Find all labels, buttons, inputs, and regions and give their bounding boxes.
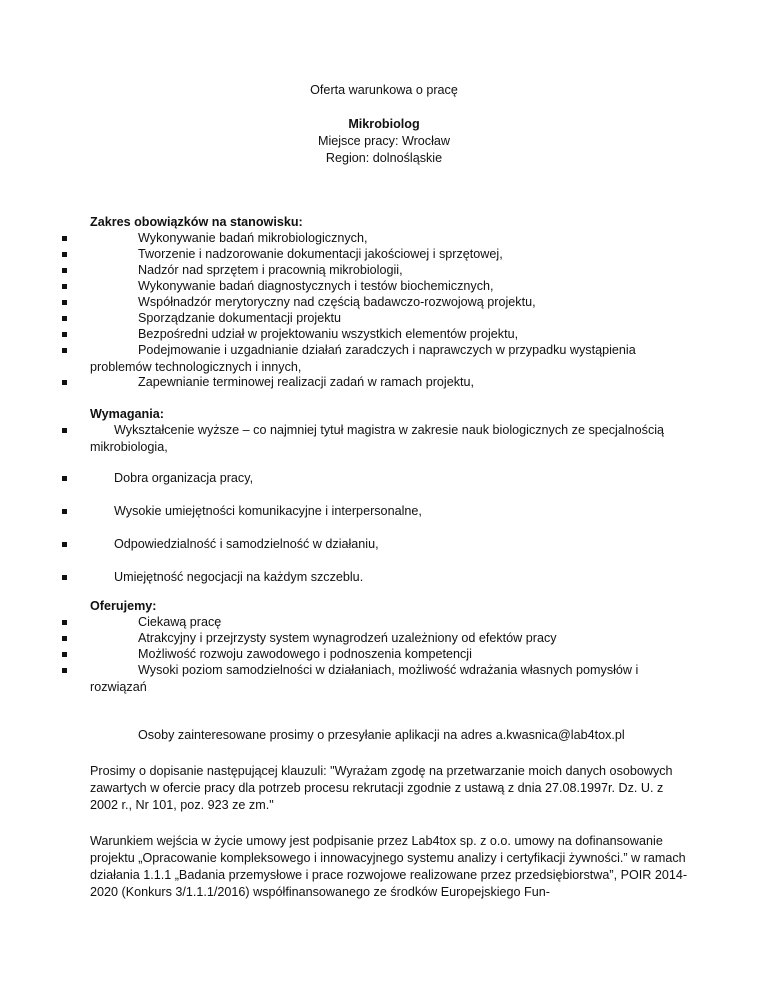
bullet-icon — [62, 252, 67, 257]
duty-item: Tworzenie i nadzorowanie dokumentacji jakościowej i sprzętowej, — [138, 247, 503, 261]
document-title: Oferta warunkowa o pracę — [310, 83, 458, 97]
requirement-item: Odpowiedzialność i samodzielność w działaniu, — [114, 537, 379, 551]
bullet-icon — [62, 509, 67, 514]
requirement-item: Dobra organizacja pracy, — [114, 471, 254, 485]
bullet-icon — [62, 668, 67, 673]
duty-item: Podejmowanie i uzgadnianie działań zaradczych i naprawczych w przypadku wystąpienia problemów technologicznych i innych, — [90, 343, 636, 374]
work-region: Region: dolnośląskie — [325, 151, 443, 165]
consent-clause: Prosimy o dopisanie następującej klauzuli: "Wyrażam zgodę na przetwarzanie moich danych osobowych zawartych w ofercie pracy dla potrzeb procesu rekrutacji zgodnie z ustawą z dnia 27.08.1997r. Dz. U. z 2002 r., Nr 101, poz. 923 ze zm." — [90, 764, 673, 812]
duty-item: Wykonywanie badań diagnostycznych i testów biochemicznych, — [138, 279, 494, 293]
duties-heading: Zakres obowiązków na stanowisku: — [90, 215, 303, 229]
duty-item: Zapewnianie terminowej realizacji zadań w ramach projektu, — [138, 375, 474, 389]
bullet-icon — [62, 620, 67, 625]
duty-item: Sporządzanie dokumentacji projektu — [138, 311, 342, 325]
work-location: Miejsce pracy: Wrocław — [317, 134, 451, 148]
bullet-icon — [62, 300, 67, 305]
offer-item: Ciekawą pracę — [138, 615, 222, 629]
bullet-icon — [62, 380, 67, 385]
duty-item: Wykonywanie badań mikrobiologicznych, — [138, 231, 368, 245]
bullet-icon — [62, 652, 67, 657]
offer-item: Atrakcyjny i przejrzysty system wynagrodzeń uzależniony od efektów pracy — [138, 631, 557, 645]
bullet-icon — [62, 428, 67, 433]
duty-item: Bezpośredni udział w projektowaniu wszystkich elementów projektu, — [138, 327, 519, 341]
requirements-heading: Wymagania: — [90, 407, 164, 421]
requirement-item: Umiejętność negocjacji na każdym szczeblu. — [114, 570, 364, 584]
contact-note: Osoby zainteresowane prosimy o przesyłanie aplikacji na adres a.kwasnica@lab4tox.pl — [138, 728, 625, 742]
bullet-icon — [62, 542, 67, 547]
duty-item: Współnadzór merytoryczny nad częścią badawczo-rozwojową projektu, — [138, 295, 536, 309]
duty-item: Nadzór nad sprzętem i pracownią mikrobiologii, — [138, 263, 403, 277]
bullet-icon — [62, 316, 67, 321]
funding-condition: Warunkiem wejścia w życie umowy jest podpisanie przez Lab4tox sp. z o.o. umowy na dofinansowanie projektu „Opracowanie kompleksowego i innowacyjnego systemu analizy i certyfikacji żywności.” w ramach działania 1.1.1 „Badania przemysłowe i prace rozwojowe realizowane przez przedsiębiorstwa”, POIR 2014-2020 (Konkurs 3/1.1.1/2016) współfinansowanego ze środków Europejskiego Fun- — [90, 834, 688, 899]
bullet-icon — [62, 332, 67, 337]
bullet-icon — [62, 284, 67, 289]
bullet-icon — [62, 236, 67, 241]
requirement-item: Wykształcenie wyższe – co najmniej tytuł magistra w zakresie nauk biologicznych ze specjalnością mikrobiologia, — [90, 423, 665, 454]
requirement-item: Wysokie umiejętności komunikacyjne i interpersonalne, — [114, 504, 422, 518]
offer-item: Wysoki poziom samodzielności w działaniach, możliwość wdrażania własnych pomysłów i rozwiązań — [90, 663, 639, 694]
bullet-icon — [62, 636, 67, 641]
bullet-icon — [62, 575, 67, 580]
position-title: Mikrobiolog — [348, 117, 420, 131]
bullet-icon — [62, 476, 67, 481]
bullet-icon — [62, 268, 67, 273]
offer-item: Możliwość rozwoju zawodowego i podnoszenia kompetencji — [138, 647, 472, 661]
offer-heading: Oferujemy: — [90, 599, 157, 613]
bullet-icon — [62, 348, 67, 353]
